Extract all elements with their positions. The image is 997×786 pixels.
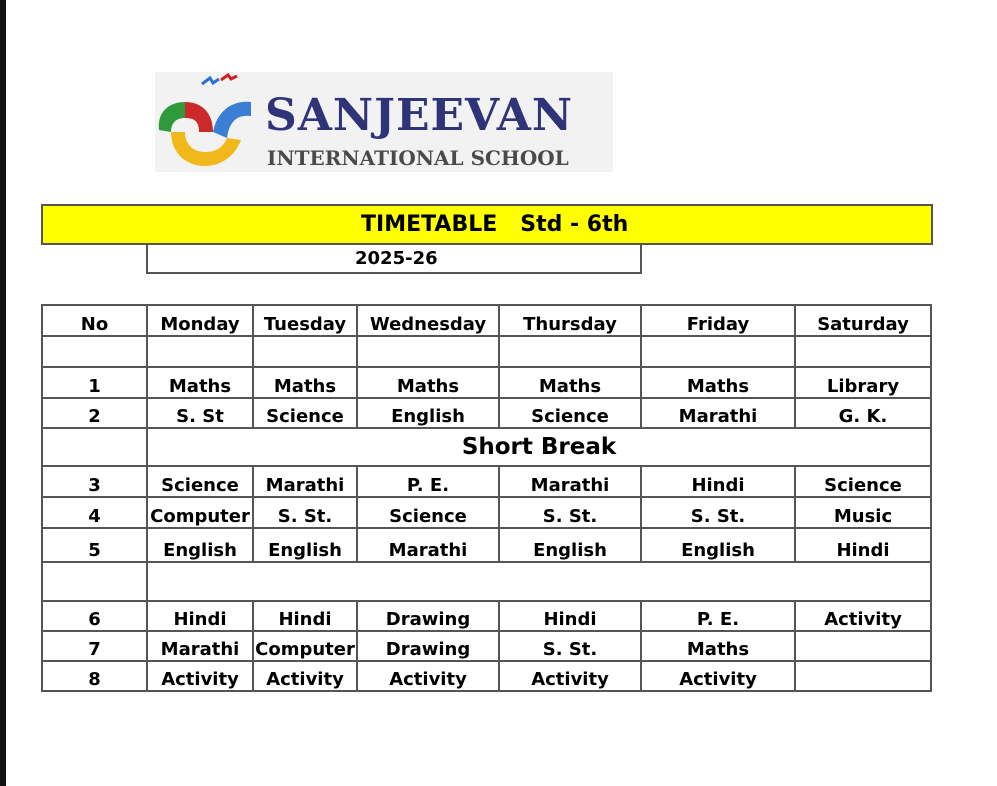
bird-icon [221,75,237,80]
subject-cell: Computer [147,497,253,528]
subject-cell: English [253,528,357,562]
subject-cell: Science [147,466,253,497]
period-row [42,398,931,428]
period-number: 5 [42,528,147,562]
blank-cell [641,336,795,367]
blank-cell [795,336,931,367]
blank-cell [253,336,357,367]
subject-cell [795,631,931,661]
timetable-table [41,304,932,692]
logo-tagline: INTERNATIONAL SCHOOL [267,146,569,170]
period-number: 3 [42,466,147,497]
subject-cell: Drawing [357,631,499,661]
subject-cell: Hindi [499,601,641,631]
logo-blue-arc [213,102,251,138]
subject-cell: English [641,528,795,562]
subject-cell: Hindi [641,466,795,497]
blank-cell [42,428,147,466]
period-row [42,497,931,528]
subject-cell: P. E. [357,466,499,497]
subject-cell: Maths [253,367,357,398]
subject-cell: Maths [147,367,253,398]
subject-cell: S. St. [641,497,795,528]
header-cell: Wednesday [357,305,499,336]
school-logo [155,72,613,172]
period-number: 1 [42,367,147,398]
subject-cell: P. E. [641,601,795,631]
subject-cell: Activity [357,661,499,691]
short-break-label: Short Break [147,428,931,466]
period-row [42,367,931,398]
period-number: 6 [42,601,147,631]
header-cell: Monday [147,305,253,336]
blank-row [42,336,931,367]
left-edge-strip [0,0,6,786]
subject-cell: Marathi [357,528,499,562]
period-row [42,631,931,661]
blank-cell [499,336,641,367]
header-cell: Saturday [795,305,931,336]
subject-cell: Marathi [253,466,357,497]
academic-year-box [146,244,642,274]
logo-name: SANJEEVAN [265,90,574,141]
period-number: 7 [42,631,147,661]
subject-cell: Maths [641,631,795,661]
period-row [42,466,931,497]
timetable-title-bar [41,204,933,245]
blank-cell [42,562,147,601]
subject-cell: Activity [499,661,641,691]
subject-cell: English [357,398,499,428]
blank-cell [147,336,253,367]
subject-cell: Science [499,398,641,428]
subject-cell: S. St [147,398,253,428]
header-row [42,305,931,336]
period-number: 8 [42,661,147,691]
logo-yellow-arc [171,132,241,166]
period-number: 4 [42,497,147,528]
blank-cell [42,336,147,367]
blank-cell [147,562,931,601]
blank-row [42,562,931,601]
logo-red-arc [185,102,213,132]
subject-cell [795,661,931,691]
subject-cell: Science [357,497,499,528]
subject-cell: Science [253,398,357,428]
subject-cell: Maths [499,367,641,398]
subject-cell: Activity [641,661,795,691]
period-row [42,601,931,631]
header-cell: Thursday [499,305,641,336]
subject-cell: Marathi [147,631,253,661]
academic-year: 2025-26 [355,248,438,269]
blank-cell [357,336,499,367]
subject-cell: Maths [357,367,499,398]
subject-cell: Maths [641,367,795,398]
header-cell: Tuesday [253,305,357,336]
page-title: TIMETABLE Std - 6th [361,212,629,237]
subject-cell: Hindi [147,601,253,631]
period-row [42,661,931,691]
subject-cell: Music [795,497,931,528]
period-number: 2 [42,398,147,428]
subject-cell: Computer [253,631,357,661]
logo-emblem [155,72,265,172]
bird-icon [202,78,219,84]
subject-cell: English [499,528,641,562]
period-row [42,528,931,562]
subject-cell: Hindi [795,528,931,562]
subject-cell: Activity [795,601,931,631]
subject-cell: S. St. [499,631,641,661]
subject-cell: English [147,528,253,562]
subject-cell: Marathi [641,398,795,428]
subject-cell: S. St. [253,497,357,528]
subject-cell: Activity [147,661,253,691]
subject-cell: Marathi [499,466,641,497]
subject-cell: S. St. [499,497,641,528]
subject-cell: Activity [253,661,357,691]
header-cell: No [42,305,147,336]
subject-cell: Library [795,367,931,398]
subject-cell: Hindi [253,601,357,631]
break-row [42,428,931,466]
subject-cell: G. K. [795,398,931,428]
subject-cell: Drawing [357,601,499,631]
subject-cell: Science [795,466,931,497]
header-cell: Friday [641,305,795,336]
logo-green-arc [159,102,185,132]
